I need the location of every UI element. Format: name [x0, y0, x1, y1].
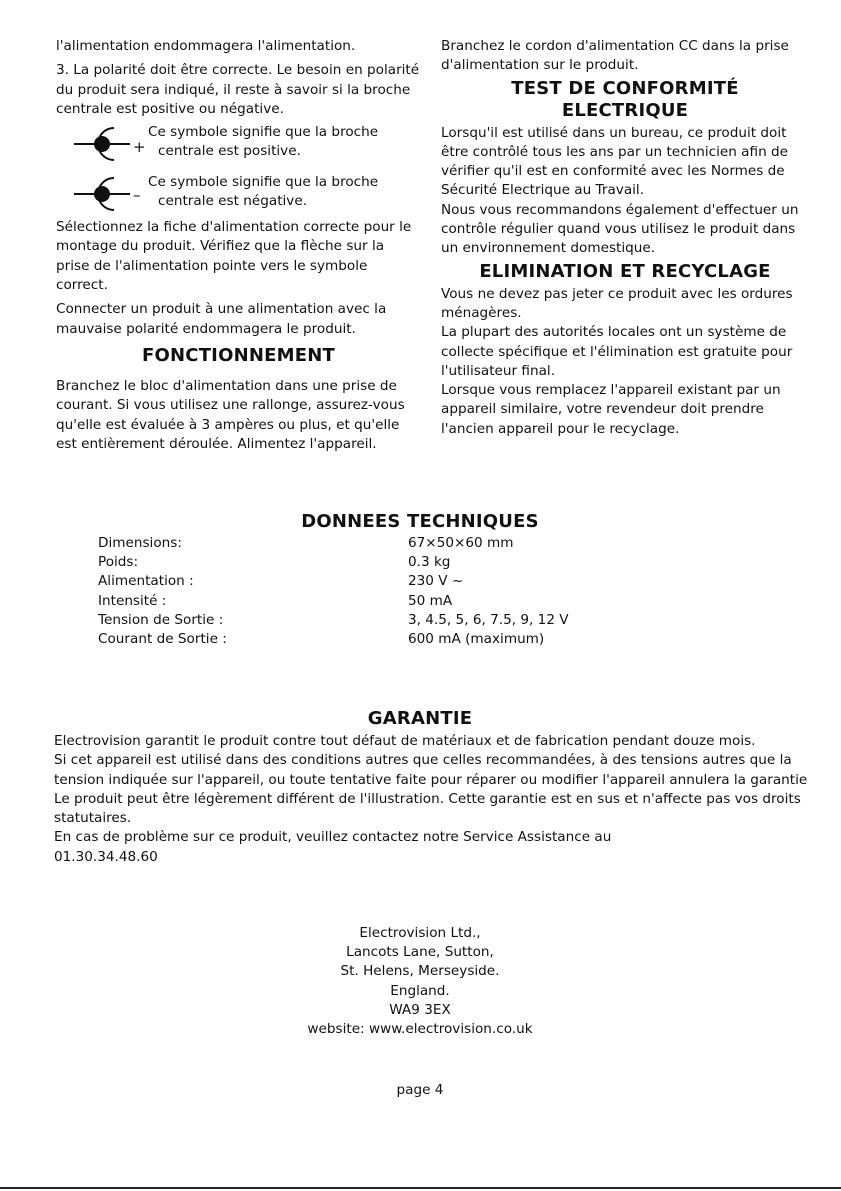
recycling-paragraph: La plupart des autorités locales ont un système de collecte spécifique et l'élimination est gratuite pour l'utilisateur final.: [441, 324, 793, 379]
caption-line: Ce symbole signifie que la broche: [148, 124, 379, 141]
spec-value: 3, 4.5, 5, 6, 7.5, 9, 12 V: [408, 611, 569, 628]
spec-value: 230 V ~: [408, 573, 464, 590]
spec-label: Intensité :: [98, 592, 167, 609]
address-line: England.: [390, 982, 450, 999]
minus-sign: –: [133, 186, 141, 205]
heading-recycling: ELIMINATION ET RECYCLAGE: [479, 260, 771, 282]
caption-line: Ce symbole signifie que la broche: [148, 174, 379, 191]
domestic-test-paragraph: Nous vous recommandons également d'effectuer un contrôle régulier quand vous utilisez le produit dans un environnement domestique.: [441, 201, 799, 257]
support-phone-number: 01.30.34.48.60: [54, 848, 158, 865]
warranty-paragraph: Electrovision garantit le produit contre tout défaut de matériaux et de fabrication pendant douze mois.: [54, 733, 756, 749]
operation-paragraph: Branchez le bloc d'alimentation dans une prise de courant. Si vous utilisez une rallonge, assurez-vous qu'elle est évaluée à 3 ampères ou plus, et qu'elle est entièrement déroulée. Alimentez l'appareil.: [56, 377, 405, 452]
connect-warning-paragraph: Connecter un produit à une alimentation avec la mauvaise polarité endommagera le produit.: [56, 301, 387, 337]
heading-line: ELECTRIQUE: [561, 99, 689, 121]
right-column: [441, 37, 809, 439]
symbol-caption: [148, 123, 418, 162]
spec-value: 50 mA: [408, 592, 453, 609]
warranty-section: [54, 732, 814, 867]
heading-line: TEST DE CONFORMITÉ: [511, 77, 739, 99]
spec-label: Alimentation :: [98, 573, 194, 590]
center-negative-polarity-icon: [72, 175, 152, 217]
left-column: [56, 37, 421, 454]
spec-value: 0.3 kg: [408, 554, 451, 571]
spec-label: Tension de Sortie :: [98, 611, 224, 628]
warranty-paragraph: Si cet appareil est utilisé dans des conditions autres que celles recommandées, à des tensions autres que la tension indiquée sur l'appareil, ou toute tentative faite pour réparer ou modifier l'appareil annulera la garantie: [54, 752, 808, 788]
spec-row: [98, 534, 658, 553]
spec-row: [98, 553, 658, 572]
heading-warranty: GARANTIE: [367, 708, 473, 729]
page-number: page 4: [396, 1082, 444, 1098]
polarity-symbol-negative: [56, 173, 421, 221]
dc-cord-paragraph: Branchez le cordon d'alimentation CC dans la prise d'alimentation sur le produit.: [441, 38, 789, 74]
spec-value: 600 mA (maximum): [408, 630, 545, 647]
spec-row: [98, 630, 658, 649]
spec-label: Poids:: [98, 554, 139, 571]
caption-line: centrale est négative.: [158, 193, 308, 210]
address-line: Electrovision Ltd.,: [359, 925, 481, 941]
plus-sign: +: [133, 138, 146, 157]
spec-label: Courant de Sortie :: [98, 630, 227, 647]
warranty-paragraph: Le produit peut être légèrement différent de l'illustration. Cette garantie est en sus et n'affecte pas vos droits statutaires.: [54, 790, 801, 827]
spec-value: 67×50×60 mm: [408, 535, 514, 551]
website-text: website: www.electrovision.co.uk: [307, 1021, 533, 1038]
heading-technical-data: DONNEES TECHNIQUES: [301, 511, 539, 532]
symbol-caption: [148, 173, 418, 212]
spec-row: [98, 592, 658, 611]
address-line: St. Helens, Merseyside.: [340, 963, 500, 980]
office-test-paragraph: Lorsqu'il est utilisé dans un bureau, ce produit doit être contrôlé tous les ans par un technicien afin de vérifier qu'il est en conformité avec les Normes de Sécurité Electrique au Travail.: [441, 124, 788, 199]
spec-row: [98, 611, 658, 630]
bottom-divider: [0, 1187, 841, 1189]
heading-operation: FONCTIONNEMENT: [142, 344, 335, 366]
center-positive-polarity-icon: [72, 125, 152, 167]
caption-line: centrale est positive.: [158, 143, 301, 160]
address-line: Lancots Lane, Sutton,: [346, 944, 494, 961]
text-line: l'alimentation endommagera l'alimentation.: [56, 38, 356, 54]
address-line: WA9 3EX: [389, 1001, 451, 1018]
company-address: [220, 924, 620, 1039]
warranty-paragraph: En cas de problème sur ce produit, veuillez contactez notre Service Assistance au: [54, 829, 612, 846]
recycling-paragraph: Vous ne devez pas jeter ce produit avec les ordures ménagères.: [441, 285, 793, 321]
technical-data-table: [98, 534, 658, 649]
recycling-paragraph: Lorsque vous remplacez l'appareil existant par un appareil similaire, votre revendeur doit prendre l'ancien appareil pour le recyclage.: [441, 382, 781, 437]
spec-row: [98, 572, 658, 591]
select-plug-paragraph: Sélectionnez la fiche d'alimentation correcte pour le montage du produit. Vérifiez que la flèche sur la prise de l'alimentation pointe vers le symbole correct.: [56, 219, 412, 294]
spec-label: Dimensions:: [98, 535, 182, 551]
heading-electrical-test: [441, 78, 809, 122]
polarity-symbol-positive: [56, 123, 421, 171]
polarity-paragraph: 3. La polarité doit être correcte. Le besoin en polarité du produit sera indiqué, il reste à savoir si la broche centrale est positive ou négative.: [56, 62, 420, 117]
